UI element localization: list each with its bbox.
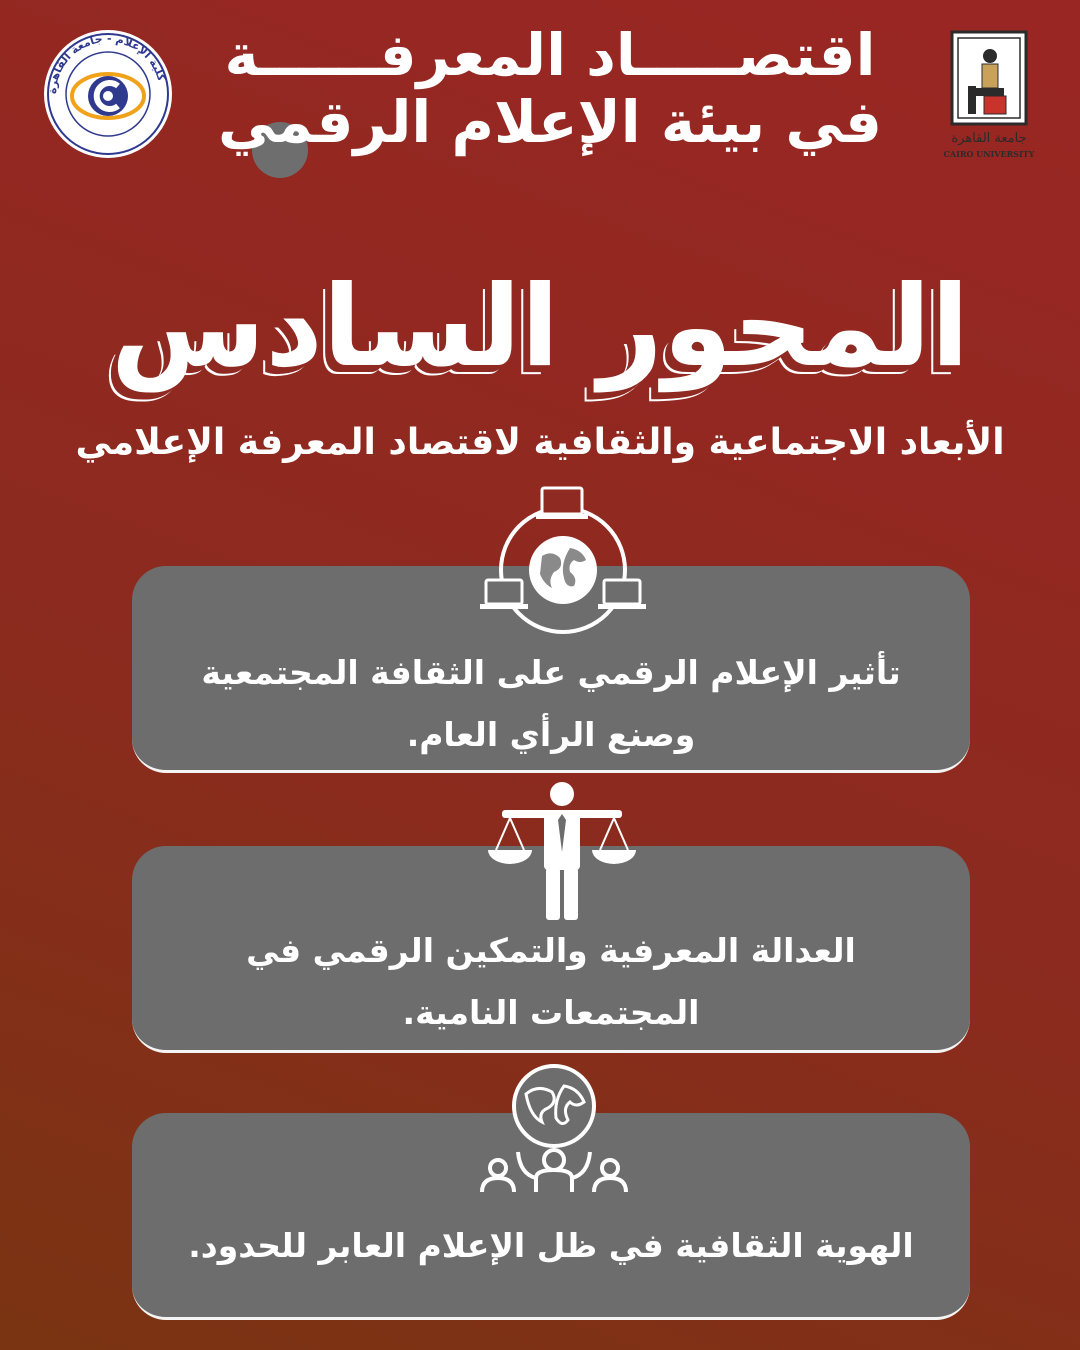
header-title-line1: اقتصـــــاد المعرفــــــة	[224, 21, 876, 89]
topic-card-3-text	[172, 1215, 930, 1277]
topic-card-2-line1: العدالة المعرفية والتمكين الرقمي في	[246, 931, 856, 970]
header-title	[200, 22, 900, 155]
faculty-logo-ring-text: كلية الإعلام - جامعة القاهرة	[45, 31, 169, 95]
axis-title: المحور السادس	[110, 262, 970, 392]
topic-card-1-line1: تأثير الإعلام الرقمي على الثقافة المجتمعية	[201, 653, 901, 692]
globe-people-icon	[474, 1062, 634, 1194]
university-logo-arabic-text: جامعة القاهرة	[951, 131, 1027, 146]
topic-card-2-line2: المجتمعات النامية.	[402, 993, 700, 1032]
header-title-line2: في بيئة الإعلام الرقمي	[217, 87, 883, 156]
justice-scale-person-icon	[486, 780, 638, 922]
topic-card-2-text	[172, 920, 930, 1044]
faculty-logo	[42, 28, 174, 160]
axis-subtitle: الأبعاد الاجتماعية والثقافية لاقتصاد المعرفة الإعلامي	[75, 422, 1005, 463]
cairo-university-logo	[930, 26, 1048, 166]
topic-card-3-line1: الهوية الثقافية في ظل الإعلام العابر للحدود.	[188, 1226, 914, 1265]
university-logo-english-text: CAIRO UNIVERSITY	[943, 149, 1035, 159]
topic-card-1-line2: وصنع الرأي العام.	[406, 715, 696, 754]
topic-card-1-text	[172, 642, 930, 766]
globe-network-icon	[478, 484, 648, 634]
